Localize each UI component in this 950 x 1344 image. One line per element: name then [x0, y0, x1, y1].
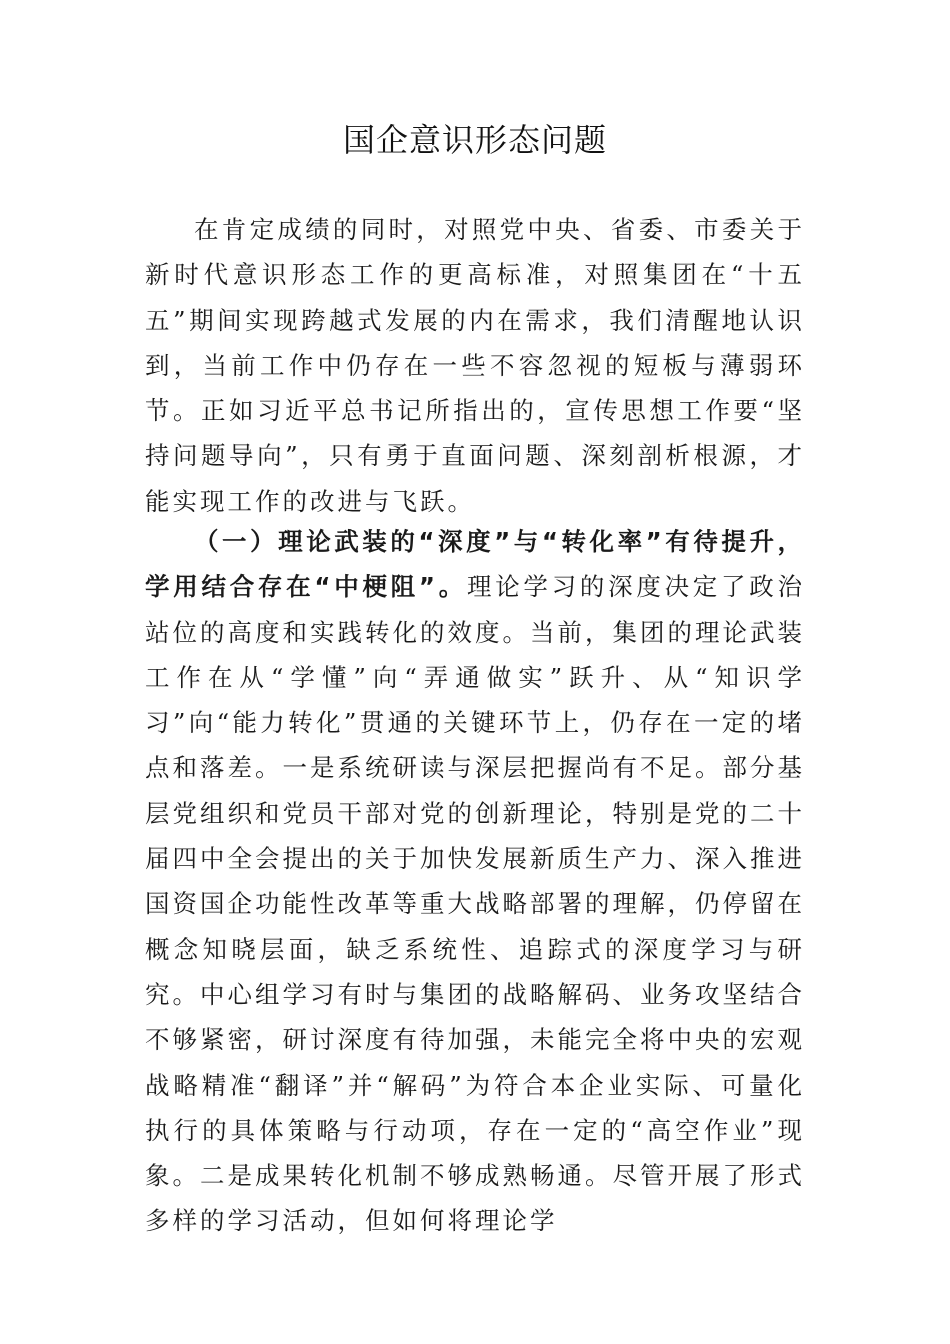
section-one-heading: （一）理论武装的“深度”与“转化率”有待提升，学用结合存在“中梗阻”。 [145, 527, 805, 602]
paragraph-section-one [145, 519, 805, 1244]
paragraph-intro-text: 在肯定成绩的同时，对照党中央、省委、市委关于新时代意识形态工作的更高标准，对照集团在“十五五”期间实现跨越式发展的内在需求，我们清醒地认识到，当前工作中仍存在一些不容忽视的短板与薄弱环节。正如习近平总书记所指出的，宣传思想工作要“坚持问题导向”，只有勇于直面问题、深刻剖析根源，才能实现工作的改进与飞跃。 [145, 215, 805, 516]
section-one-body: 理论学习的深度决定了政治站位的高度和实践转化的效度。当前，集团的理论武装工作在从“学懂”向“弄通做实”跃升、从“知识学习”向“能力转化”贯通的关键环节上，仍存在一定的堵点和落差。一是系统研读与深层把握尚有不足。部分基层党组织和党员干部对党的创新理论，特别是党的二十届四中全会提出的关于加快发展新质生产力、深入推进国资国企功能性改革等重大战略部署的理解，仍停留在概念知晓层面，缺乏系统性、追踪式的深度学习与研究。中心组学习有时与集团的战略解码、业务攻坚结合不够紧密，研讨深度有待加强，未能完全将中央的宏观战略精准“翻译”并“解码”为符合本企业实际、可量化执行的具体策略与行动项，存在一定的“高空作业”现象。二是成果转化机制不够成熟畅通。尽管开展了形式多样的学习活动，但如何将理论学 [145, 572, 806, 1236]
paragraph-intro [145, 207, 805, 524]
paragraph-section-one-text [145, 519, 805, 1244]
document-title: 国企意识形态问题 [342, 121, 607, 159]
